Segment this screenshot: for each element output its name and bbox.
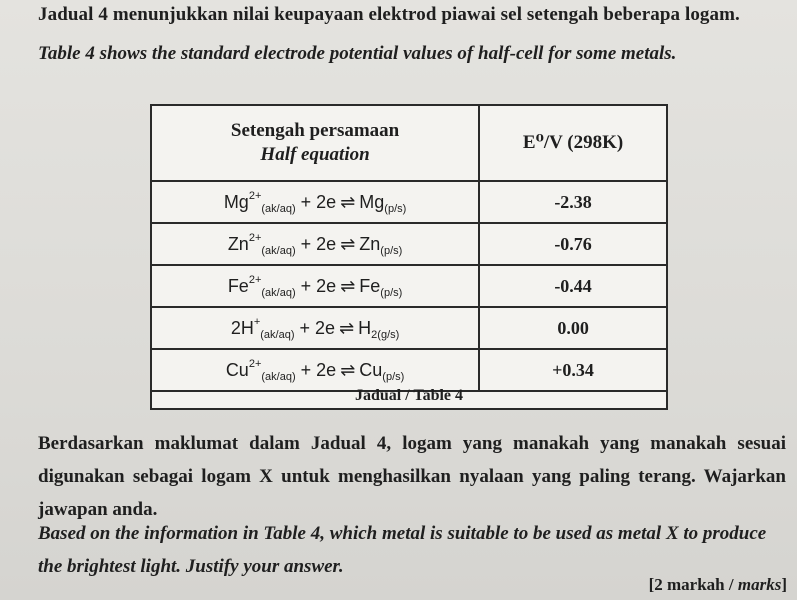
table-body <box>151 181 667 391</box>
product-symbol: Zn <box>359 233 381 254</box>
table-header-row <box>151 105 667 181</box>
ion-charge: 2+ <box>248 189 262 202</box>
half-equation <box>226 358 404 383</box>
potential-value: 0.00 <box>479 307 667 349</box>
ion-state: (ak/aq) <box>261 370 296 383</box>
product-symbol: Cu <box>359 359 383 380</box>
product-state: (p/s) <box>380 244 403 257</box>
equilibrium-arrow: ⇌ <box>340 359 356 381</box>
product-symbol: Mg <box>359 191 385 212</box>
ion-state: (ak/aq) <box>261 286 296 299</box>
potential-value: -0.44 <box>479 265 667 307</box>
product-state: (p/s) <box>382 370 405 383</box>
half-equation-cell <box>151 181 479 223</box>
header-half-equation <box>151 105 479 181</box>
question-text-malay: Berdasarkan maklumat dalam Jadual 4, logam yang manakah yang manakah sesuai digunakan sebagai logam X untuk menghasilkan nyalaan yang paling terang. Wajarkan jawapan anda. <box>38 433 786 520</box>
table-caption: Jadual / Table 4 <box>354 387 464 404</box>
product-symbol: Fe <box>359 275 381 296</box>
electrons: + 2e <box>300 233 337 254</box>
equilibrium-arrow: ⇌ <box>340 275 356 297</box>
equilibrium-arrow: ⇌ <box>340 233 356 255</box>
equilibrium-arrow: ⇌ <box>340 191 356 213</box>
marks-label-english: marks <box>737 575 782 594</box>
ion-symbol: Cu <box>225 359 249 380</box>
electrons: + 2e <box>300 275 337 296</box>
ion-charge: + <box>253 315 261 328</box>
half-equation-cell <box>151 223 479 265</box>
ion-state: (ak/aq) <box>261 244 296 257</box>
half-equation-cell <box>151 307 479 349</box>
ion-symbol: 2H <box>230 317 254 338</box>
product-state: 2(g/s) <box>371 328 400 341</box>
marks-label <box>649 575 787 595</box>
electrons: + 2e <box>300 191 337 212</box>
electrode-potential-table <box>150 104 668 410</box>
table-grid <box>150 104 668 392</box>
ion-charge: 2+ <box>248 231 262 244</box>
product-state: (p/s) <box>384 202 407 215</box>
ion-symbol: Zn <box>227 233 249 254</box>
half-equation <box>224 190 406 215</box>
intro-text-malay: Jadual 4 menunjukkan nilai keupayaan elektrod piawai sel setengah beberapa logam. <box>38 4 740 25</box>
half-equation-cell <box>151 265 479 307</box>
ion-symbol: Mg <box>223 191 249 212</box>
table-row <box>151 181 667 223</box>
intro-text-english: Table 4 shows the standard electrode potential values of half-cell for some metals. <box>38 43 677 64</box>
half-equation <box>228 274 402 299</box>
table-row <box>151 349 667 391</box>
ion-symbol: Fe <box>227 275 249 296</box>
table-row <box>151 307 667 349</box>
ion-state: (ak/aq) <box>260 328 295 341</box>
table-row <box>151 265 667 307</box>
half-equation <box>228 232 402 257</box>
marks-label-malay: [2 markah / <box>648 575 738 594</box>
equilibrium-arrow: ⇌ <box>339 317 355 339</box>
product-state: (p/s) <box>380 286 403 299</box>
product-symbol: H <box>358 317 372 338</box>
question-text-english: Based on the information in Table 4, which metal is suitable to be used as metal X to produce the brightest light. Justify your answer. <box>38 523 767 577</box>
electrons: + 2e <box>299 317 336 338</box>
ion-charge: 2+ <box>248 273 262 286</box>
half-equation <box>231 316 399 341</box>
ion-state: (ak/aq) <box>261 202 296 215</box>
half-equation-cell <box>151 349 479 391</box>
electrons: + 2e <box>300 359 337 380</box>
potential-value: -2.38 <box>479 181 667 223</box>
header-potential: E⁰/V (298K) <box>479 105 667 181</box>
potential-value: +0.34 <box>479 349 667 391</box>
ion-charge: 2+ <box>248 357 262 370</box>
header-half-equation-malay: Setengah persamaan <box>230 120 400 141</box>
header-half-equation-english: Half equation <box>260 144 370 165</box>
table-row <box>151 223 667 265</box>
potential-value: -0.76 <box>479 223 667 265</box>
marks-label-close: ] <box>781 575 787 594</box>
